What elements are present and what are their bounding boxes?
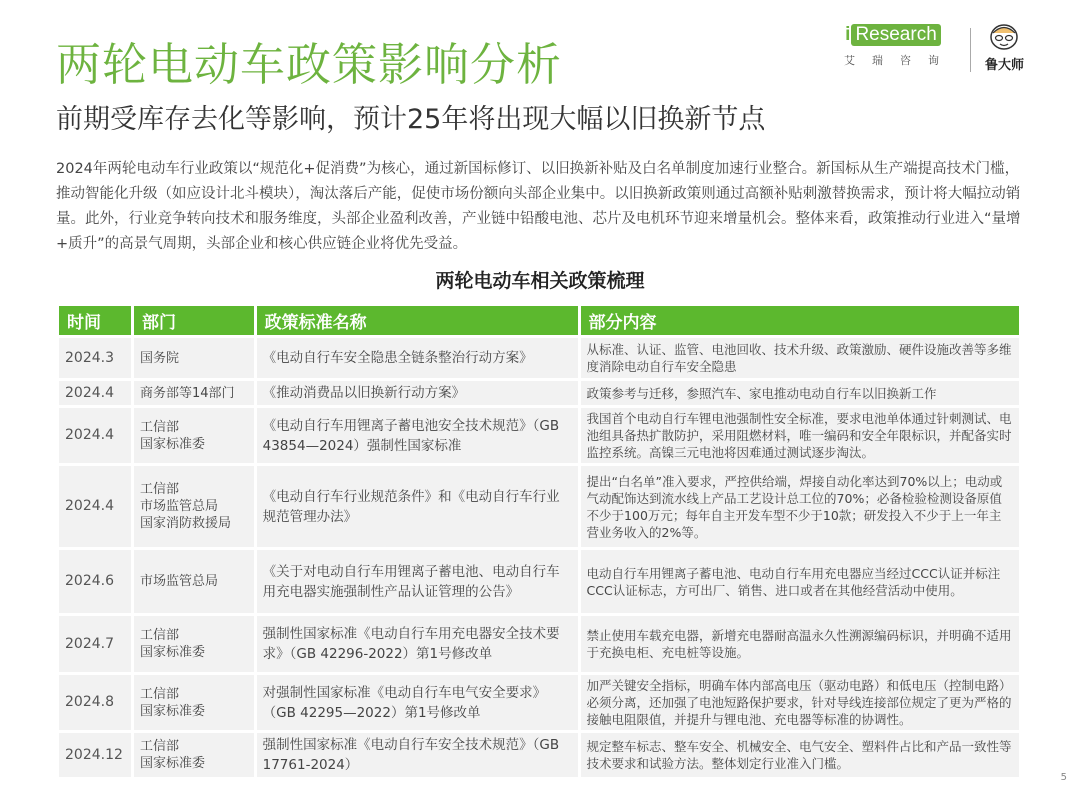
cell-policy-name: 《电动自行车行业规范条件》和《电动自行车行业规范管理办法》 bbox=[257, 466, 578, 547]
cell-content: 电动自行车用锂离子蓄电池、电动自行车用充电器应当经过CCC认证并标注CCC认证标志，方可出厂、销售、进口或者在其他经营活动中使用。 bbox=[581, 550, 1019, 613]
dept-name: 工信部 bbox=[139, 628, 179, 643]
table-row bbox=[59, 616, 1019, 672]
table-row bbox=[59, 675, 1019, 730]
cell-time: 2024.3 bbox=[59, 338, 131, 378]
dept-name: 国家标准委 bbox=[139, 756, 205, 771]
iresearch-logo bbox=[830, 24, 956, 68]
dept-name: 国务院 bbox=[139, 350, 179, 366]
page-subtitle: 前期受库存去化等影响，预计25年将出现大幅以旧换新节点 bbox=[56, 104, 766, 135]
cell-policy-name: 《推动消费品以旧换新行动方案》 bbox=[257, 381, 578, 405]
cell-time: 2024.7 bbox=[59, 616, 131, 672]
brand-divider bbox=[970, 28, 971, 72]
cell-policy-name: 《电动自行车安全隐患全链条整治行动方案》 bbox=[257, 338, 578, 378]
dept-name: 工信部 bbox=[139, 686, 179, 702]
ludashi-name: 鲁大师 bbox=[984, 58, 1024, 73]
cell-time: 2024.4 bbox=[59, 408, 131, 463]
cell-content: 政策参考与迁移，参照汽车、家电推动电动自行车以旧换新工作 bbox=[581, 381, 1019, 405]
cell-content: 规定整车标志、整车安全、机械安全、电气安全、塑料件占比和产品一致性等技术要求和试验方法。整体划定行业准入门槛。 bbox=[581, 733, 1019, 777]
policy-table bbox=[56, 303, 1022, 780]
table-row bbox=[59, 733, 1019, 777]
cell-content: 提出“白名单”准入要求，严控供给端，焊接自动化率达到70%以上；电动或气动配饰达到流水线上产品工艺设计总工位的70%；必备检验检测设备原值不少于100万元；每年自主开发车型不少于10款；研发投入不少于上一年主营业务收入的2%等。 bbox=[581, 466, 1019, 547]
cell-policy-name: 《电动自行车用锂离子蓄电池安全技术规范》（GB 43854—2024）强制性国家标准 bbox=[257, 408, 578, 463]
cell-policy-name: 强制性国家标准《电动自行车用充电器安全技术要求》（GB 42296-2022）第1号修改单 bbox=[257, 616, 578, 672]
header-content: 部分内容 bbox=[581, 306, 1019, 335]
cell-time: 2024.4 bbox=[59, 381, 131, 405]
cell-policy-name: 对强制性国家标准《电动自行车电气安全要求》（GB 42295—2022）第1号修改单 bbox=[257, 675, 578, 730]
table-row bbox=[59, 381, 1019, 405]
iresearch-logo-i: i bbox=[845, 24, 851, 45]
table-title: 两轮电动车相关政策梳理 bbox=[435, 270, 645, 292]
page-title: 两轮电动车政策影响分析 bbox=[56, 38, 563, 91]
cell-dept bbox=[134, 408, 254, 463]
cell-content: 禁止使用车载充电器，新增充电器耐高温永久性溯源编码标识，并明确不适用于充换电柜、充电桩等设施。 bbox=[581, 616, 1019, 672]
table-header-row bbox=[59, 306, 1019, 335]
header-time: 时间 bbox=[59, 306, 131, 335]
dept-name: 国家标准委 bbox=[139, 645, 205, 660]
cell-dept bbox=[134, 675, 254, 730]
table-row bbox=[59, 408, 1019, 463]
cell-policy-name: 强制性国家标准《电动自行车安全技术规范》（GB 17761-2024） bbox=[257, 733, 578, 777]
cell-dept bbox=[134, 381, 254, 405]
cell-dept bbox=[134, 338, 254, 378]
iresearch-logo-cn: 艾瑞咨询 bbox=[843, 54, 956, 67]
cell-dept bbox=[134, 733, 254, 777]
dept-name: 国家消防救援局 bbox=[139, 516, 231, 531]
header-policy-name: 政策标准名称 bbox=[257, 306, 578, 335]
iresearch-logo-word: Research bbox=[851, 24, 940, 46]
cell-content: 加严关键安全指标，明确车体内部高电压（驱动电路）和低电压（控制电路）必须分离，还加强了电池短路保护要求，针对导线连接部位规定了更为严格的接触电阻限值，并提升与锂电池、充电器等标准的协调性。 bbox=[581, 675, 1019, 730]
intro-paragraph: 2024年两轮电动车行业政策以“规范化+促消费”为核心，通过新国标修订、以旧换新补贴及白名单制度加速行业整合。新国标从生产端提高技术门槛，推动智能化升级（如应设计北斗模块），淘汰落后产能，促使市场份额向头部企业集中。以旧换新政策则通过高额补贴刺激替换需求，预计将大幅拉动销量。此外，行业竞争转向技术和服务维度，头部企业盈利改善，产业链中铅酸电池、芯片及电机环节迎来增量机会。整体来看，政策推动行业进入“量增+质升”的高景气周期，头部企业和核心供应链企业将优先受益。 bbox=[56, 161, 1021, 252]
dept-name: 国家标准委 bbox=[139, 703, 205, 719]
dept-name: 市场监管总局 bbox=[139, 499, 218, 514]
page-number: 5 bbox=[1060, 772, 1067, 783]
cell-time: 2024.8 bbox=[59, 675, 131, 730]
dept-name: 工信部 bbox=[139, 419, 179, 435]
dept-name: 工信部 bbox=[139, 739, 179, 754]
dept-name: 国家标准委 bbox=[139, 436, 205, 452]
ludashi-mascot-icon bbox=[986, 22, 1022, 52]
cell-time: 2024.4 bbox=[59, 466, 131, 547]
header-dept: 部门 bbox=[134, 306, 254, 335]
cell-content: 从标准、认证、监管、电池回收、技术升级、政策激励、硬件设施改善等多维度消除电动自行车安全隐患 bbox=[581, 338, 1019, 378]
ludashi-logo bbox=[985, 22, 1024, 73]
dept-name: 市场监管总局 bbox=[139, 574, 218, 589]
cell-time: 2024.6 bbox=[59, 550, 131, 613]
table-row bbox=[59, 466, 1019, 547]
cell-dept bbox=[134, 616, 254, 672]
cell-dept bbox=[134, 550, 254, 613]
cell-time: 2024.12 bbox=[59, 733, 131, 777]
dept-name: 工信部 bbox=[139, 482, 179, 497]
cell-content: 我国首个电动自行车锂电池强制性安全标准，要求电池单体通过针刺测试、电池组具备热扩散防护，采用阻燃材料，唯一编码和安全年限标识，并配备实时监控系统。高镍三元电池将因难通过测试逐步淘汰。 bbox=[581, 408, 1019, 463]
cell-dept bbox=[134, 466, 254, 547]
brand-logos bbox=[830, 22, 1024, 78]
cell-policy-name: 《关于对电动自行车用锂离子蓄电池、电动自行车用充电器实施强制性产品认证管理的公告》 bbox=[257, 550, 578, 613]
table-row bbox=[59, 550, 1019, 613]
table-row bbox=[59, 338, 1019, 378]
dept-name: 商务部等14部门 bbox=[139, 385, 235, 401]
